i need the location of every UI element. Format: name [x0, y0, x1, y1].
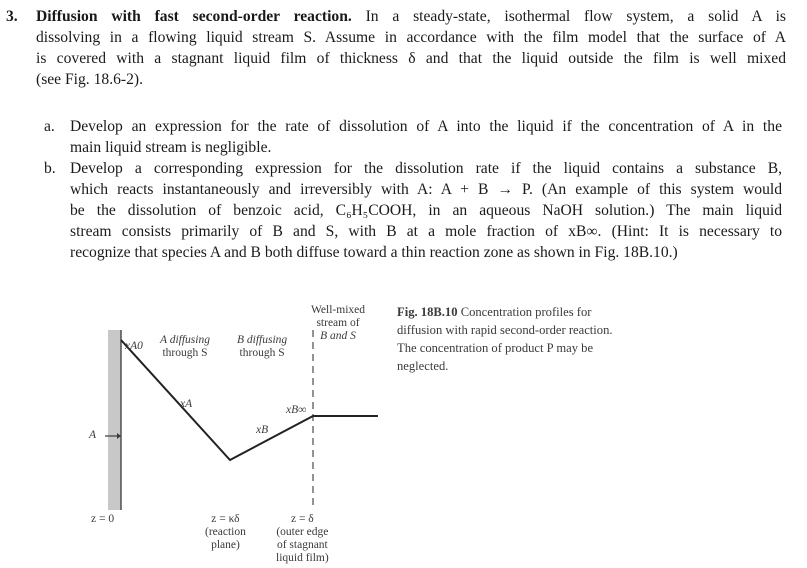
intro-line-1: Diffusion with fast second-order reaction. In a steady-state, isothermal flow system, a solid A is — [36, 8, 786, 25]
label-b-diffusing: B diffusing through S — [237, 334, 288, 359]
part-b-text: Develop a corresponding expression for the dissolution rate if the liquid contains a substance B, which reacts instantaneously and irreversibly with A: A + B → P. (An example of this system would be the dissolution of benzoic acid, C₆H₅COOH, in an aqueous NaOH solution.) The main liquid stream consists primarily of B and S, with B at a mole fraction of xB∞. (Hint: It is necessary to recognize that species A and B both diffuse toward a thin reaction zone as shown in Fig. 18B.10.) — [70, 160, 782, 261]
label-well-mixed: Well-mixed stream of B and S — [311, 304, 366, 342]
label-a-diffusing: A diffusing through S — [160, 334, 210, 359]
part-a-label: a. — [44, 118, 55, 135]
part-a-text: Develop an expression for the rate of dissolution of A into the liquid if the concentration of A in the main liquid stream is negligible. — [70, 118, 782, 156]
figure-caption: Fig. 18B.10 Concentration profiles for diffusion with rapid second-order reaction. The concentration of product P may be neglected. — [397, 305, 613, 373]
problem-number: 3. — [6, 8, 18, 25]
label-xa: xA — [180, 398, 193, 410]
label-z-zero: z = 0 — [91, 513, 115, 525]
label-a: A — [89, 429, 97, 441]
label-xa0: xA0 — [125, 340, 143, 352]
label-xb-infinity: xB∞ — [286, 404, 307, 416]
problem-title: Diffusion with fast second-order reaction. — [36, 8, 352, 25]
intro-line-3: is covered with a stagnant liquid film of thickness δ and that the liquid outside the film is well mixed — [36, 50, 786, 67]
label-xb: xB — [256, 424, 269, 436]
intro-line-4: (see Fig. 18.6-2). — [36, 71, 143, 88]
figure-number: Fig. 18B.10 — [397, 305, 458, 319]
label-reaction-plane: z = κδ (reaction plane) — [205, 513, 246, 551]
part-b-label: b. — [44, 160, 56, 177]
intro-line-2: dissolving in a flowing liquid stream S. Assume in accordance with the film model that the surface of A — [36, 29, 786, 46]
solid-a-block — [108, 330, 121, 510]
label-film-edge: z = δ (outer edge of stagnant liquid film) — [276, 513, 329, 564]
